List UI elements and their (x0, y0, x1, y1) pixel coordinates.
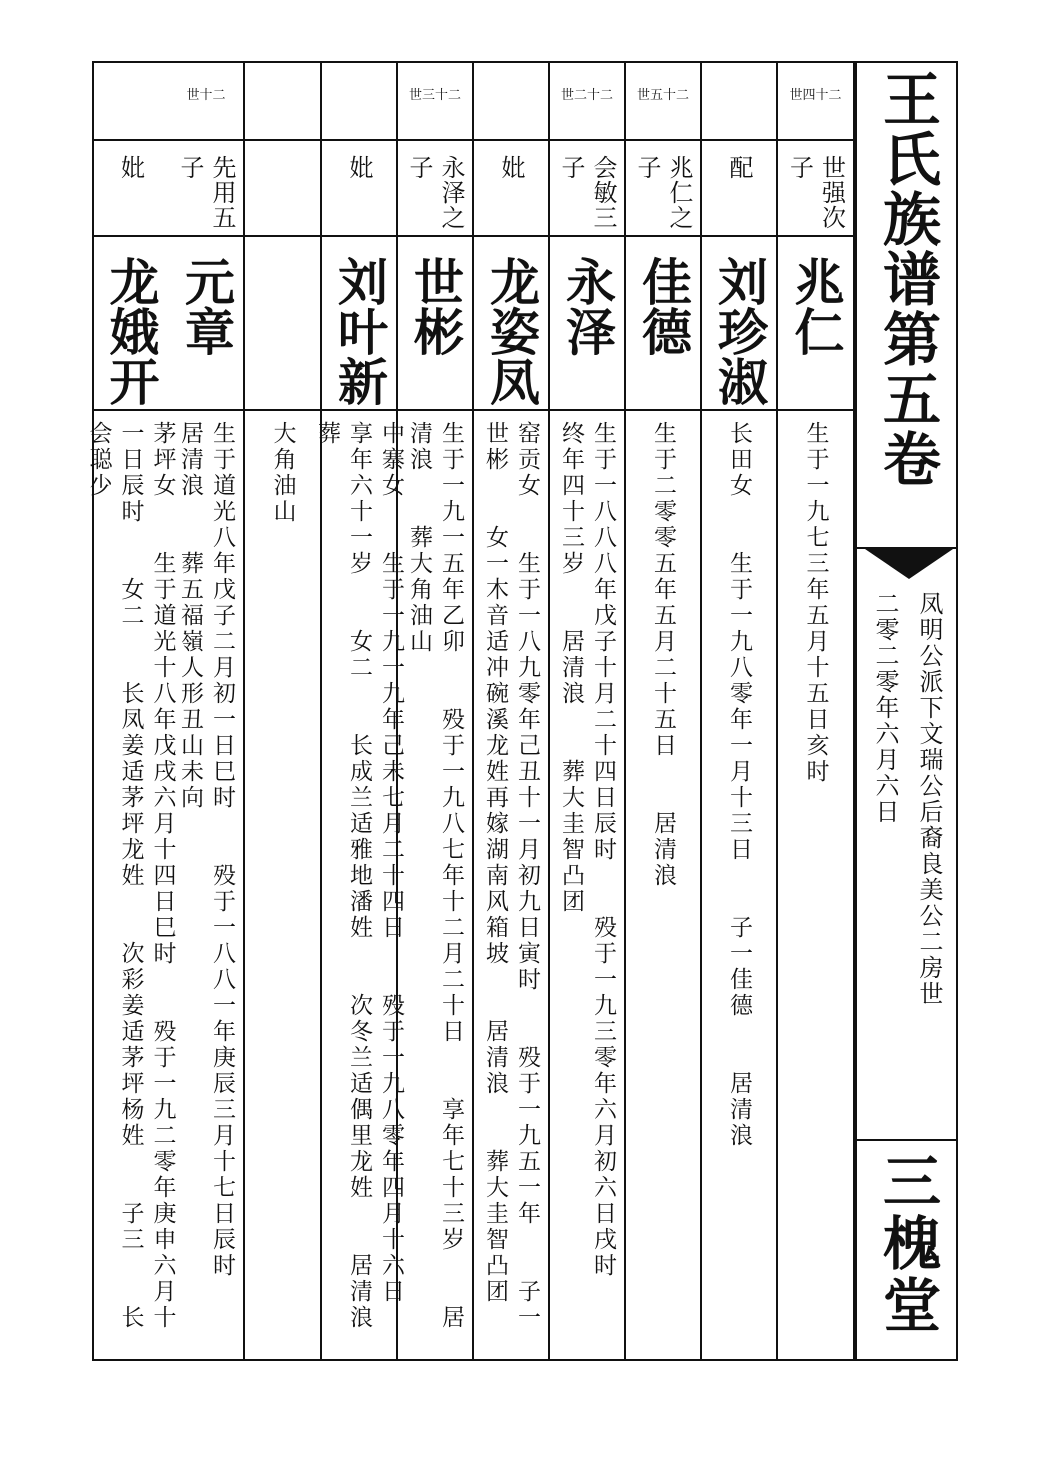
biography-text: 生于一九一五年乙卯 殁于一九八七年十二月二十日 享年七十三岁 居清浪 葬大角油山 (406, 421, 464, 1331)
biography-text: 中寨女 生于一九一九年己未七月二十四日 殁于一九八零年四月十六日 享年六十一岁 女二 长成兰适雅地潘姓 次冬兰适偶里龙姓 居清浪 葬 (314, 421, 404, 1383)
entry-column (398, 61, 474, 1361)
entry-column (626, 61, 702, 1361)
generation-label: 世四十二 (789, 88, 842, 103)
biography-text: 茅坪女 生于道光十八年戊戌六月十四日巳时 殁于一九二零年庚申六月十一日辰时 女二 长凤姜适茅坪龙姓 次彩姜适茅坪杨姓 子三 长会聪少 (85, 421, 176, 1331)
relation-label: 妣 (497, 155, 525, 180)
person-name: 刘珍淑 (710, 256, 769, 406)
entry-column (314, 61, 404, 1383)
hall-name: 三槐堂 (873, 1151, 941, 1337)
entry-column (474, 61, 550, 1361)
clan-title: 王氏族谱第五卷 (873, 69, 941, 489)
biography-text: 生于二零零五年五月二十五日 居清浪 (650, 421, 676, 889)
biography-text: 生于一九七三年五月十五日亥时 (802, 421, 829, 785)
person-name (245, 256, 320, 406)
person-name: 佳德 (634, 256, 693, 356)
biography-text: 长田女 生于一九八零年一月十三日 子一佳德 居清浪 (726, 421, 752, 1149)
biography-text: 生于道光八年戊子二月初一日巳时 殁于一八八一年庚辰三月十七日辰时 居清浪 葬五福嶺人形丑山未向 (177, 421, 235, 1331)
entry-column (550, 61, 626, 1361)
relation-label: 妣 (116, 155, 145, 180)
person-name: 刘叶新 (330, 256, 389, 406)
genealogy-table (85, 61, 855, 1383)
relation-label: 妣 (345, 155, 373, 180)
divider (857, 1139, 957, 1141)
generation-label: 世五十二 (636, 88, 689, 103)
relation-label: 兆仁之子 (633, 155, 693, 230)
person-name: 龙娥开 (101, 256, 161, 406)
entry-column (245, 61, 322, 1361)
person-name: 龙姿凤 (482, 256, 541, 406)
person-name: 永泽 (558, 256, 617, 356)
entry-column (169, 61, 245, 1361)
biography-text: 大角油山 (269, 421, 296, 525)
compile-date: 二零二零年六月六日 (871, 591, 899, 825)
generation-label: 世三十二 (408, 88, 461, 103)
relation-label: 世强次子 (785, 155, 846, 230)
entry-column (85, 61, 176, 1361)
relation-label: 配 (725, 155, 753, 180)
lineage-text: 凤明公派下文瑞公后裔良美公二房世 (915, 591, 943, 1007)
relation-label: 永泽之子 (405, 155, 465, 230)
person-name: 兆仁 (786, 256, 846, 356)
header-panel (855, 61, 958, 1361)
entry-column (702, 61, 778, 1361)
relation-label: 会敏三子 (557, 155, 617, 230)
biography-text: 窑贡女 生于一八九零年己丑十一月初九日寅时 殁于一九五一年 子一世彬 女一木音适冲碗溪龙姓再嫁湖南风箱坡 居清浪 葬大圭智凸团 (482, 421, 540, 1331)
person-name: 世彬 (406, 256, 465, 356)
generation-label: 世十二 (186, 88, 226, 103)
biography-text: 生于一八八八年戊子十月二十四日辰时 殁于一九三零年六月初六日戌时 终年四十三岁 居清浪 葬大圭智凸团 (558, 421, 616, 1331)
entry-column (778, 61, 855, 1361)
relation-label: 先用五子 (176, 155, 236, 230)
person-name: 元章 (177, 256, 236, 356)
generation-label: 世二十二 (560, 88, 613, 103)
fishtail-marker-icon (865, 549, 953, 579)
relation-label (245, 155, 320, 250)
